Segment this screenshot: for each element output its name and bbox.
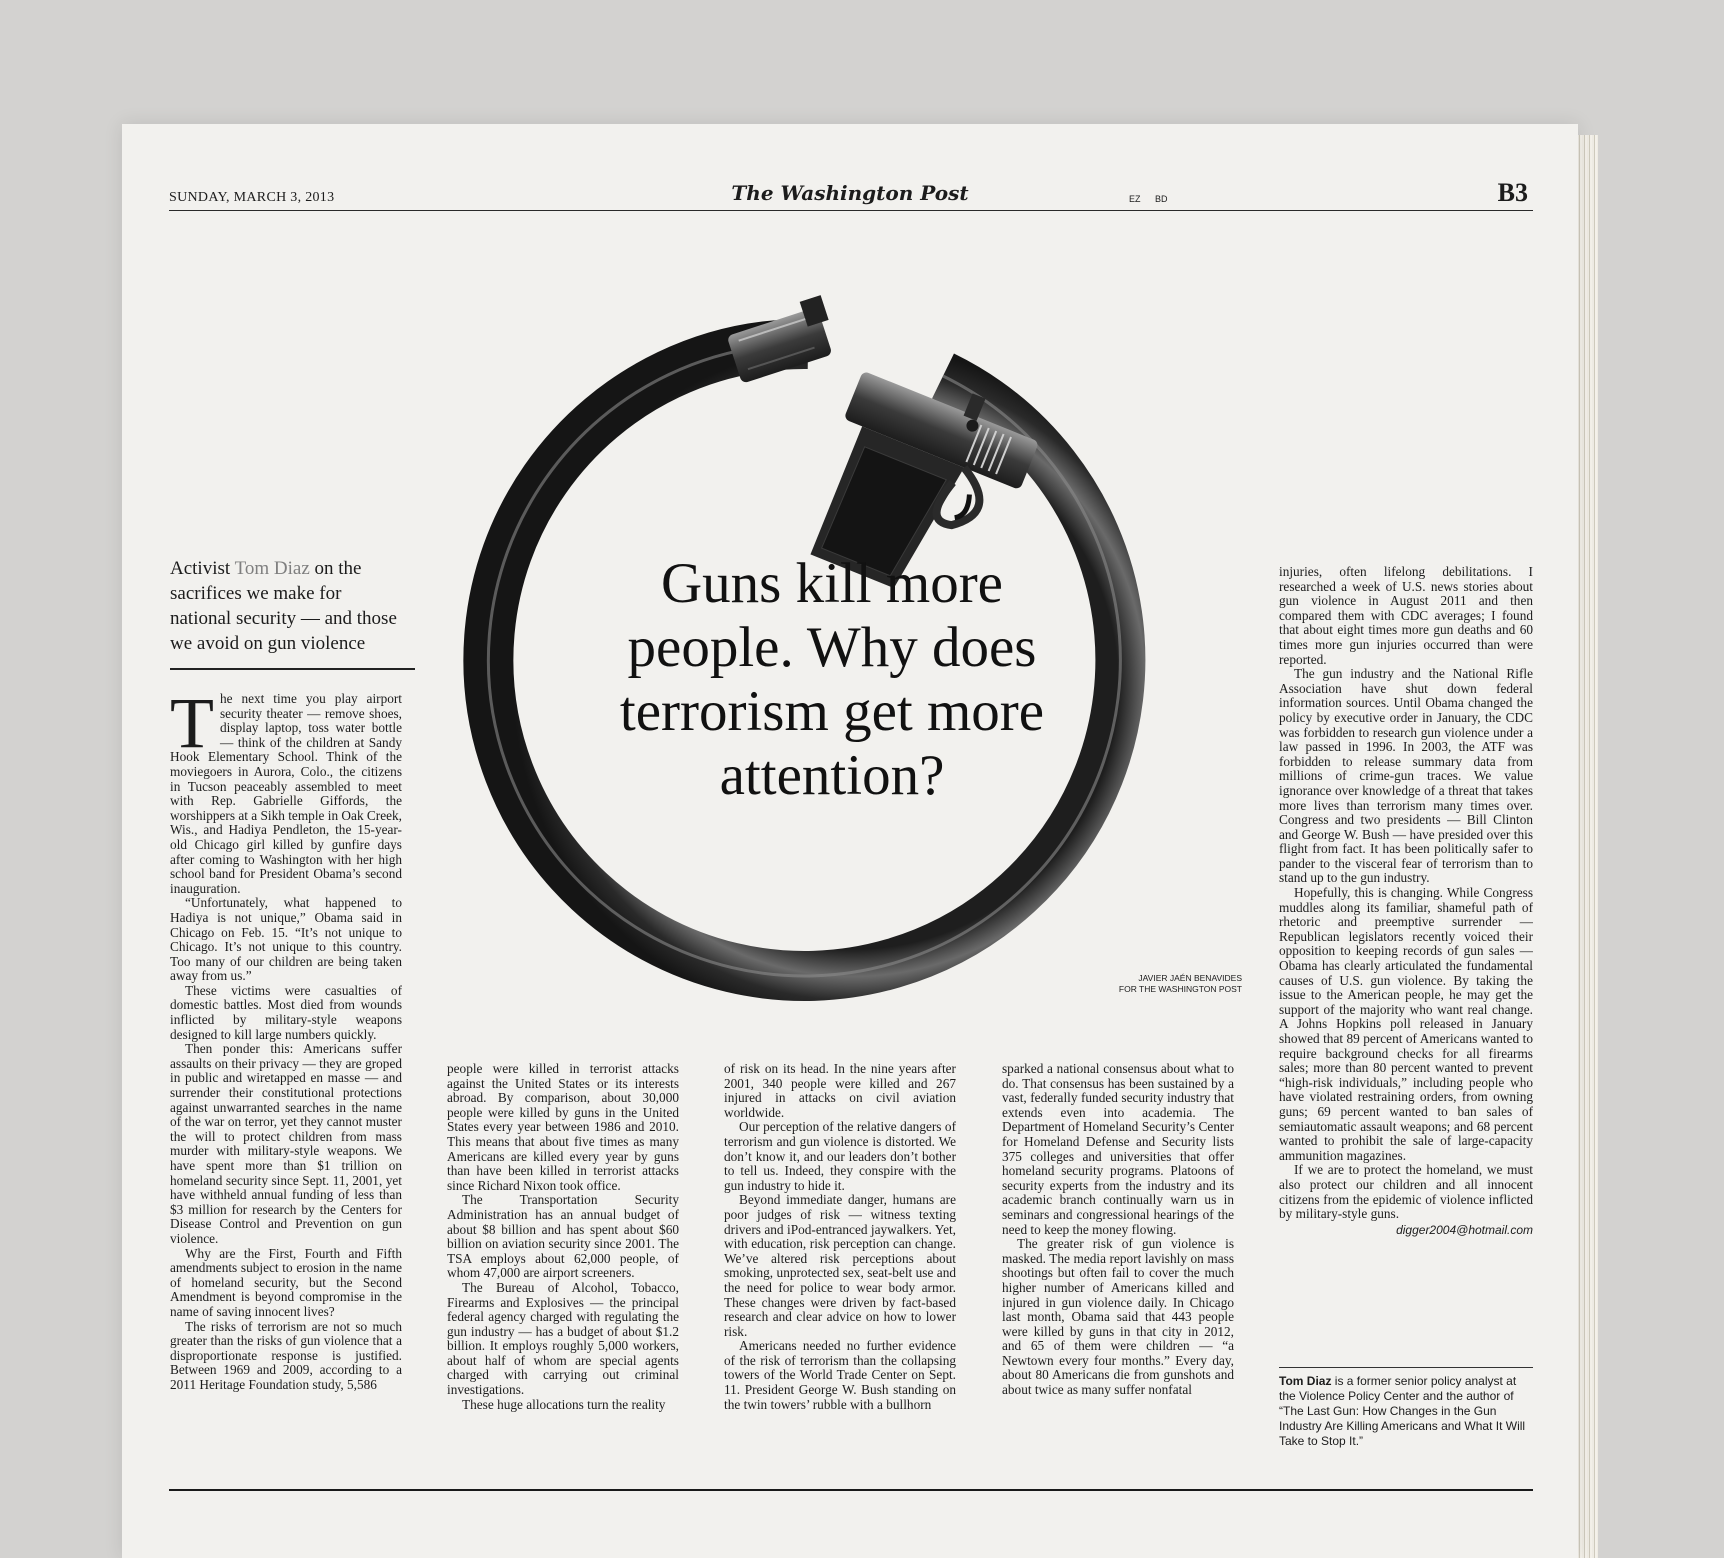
article-paragraph: The risks of terrorism are not so much greater than the risks of gun violence that a disproportionate response is justified. Between 1969 and 2009, according to a 2011 Heritage Foundation study, 5,586 bbox=[170, 1318, 402, 1392]
article-paragraph: Hopefully, this is changing. While Congress muddles along its familiar, shameful path of rhetoric and preemptive surrender — Republican legislators recently voiced their opposition to keeping records of gun sales — Obama has clearly articulated the fundamental causes of U.S. gun violence. By taking the issue to the American people, he may get the support of the majority who want real change. A Johns Hopkins poll released in January showed that 89 percent of Americans wanted to require background checks for all firearms sales; more than 80 percent wanted to prevent “high-risk individuals,” including people who have violated restraining orders, from owning guns; 69 percent wanted to ban sales of semiautomatic assault weapons; and 68 percent wanted to prohibit the sale of large-capacity ammunition magazines. bbox=[1279, 885, 1533, 1163]
article-column-3 bbox=[724, 1062, 956, 1474]
article-paragraph: “Unfortunately, what happened to Hadiya is not unique,” Obama said in Chicago on Feb. 15. “It’s not unique to Chicago. It’s not unique to this country. Too many of our children are being taken away from us.” bbox=[170, 895, 402, 984]
article-paragraph: These huge allocations turn the reality bbox=[462, 1396, 666, 1412]
article-paragraph: The next time you play airport security theater — remove shoes, display laptop, toss water bottle — think of the children at Sandy Hook Elementary School. Think of the moviegoers in Aurora, Colo., the citizens in Tucson peaceably assembled to meet with Rep. Gabrielle Giffords, the worshippers at a Sikh temple in Oak Creek, Wis., and Hadiya Pendleton, the 15-year-old Chicago girl killed by gunfire days after coming to Washington with her high school band for President Obama’s second inauguration. bbox=[170, 692, 402, 896]
deck-rule bbox=[170, 668, 415, 670]
article-paragraph: Why are the First, Fourth and Fifth amendments subject to erosion in the name of homeland security, but the Second Amendment is beyond compromise in the name of saving innocent lives? bbox=[170, 1245, 402, 1319]
article-paragraph: Beyond immediate danger, humans are poor judges of risk — witness texting drivers and iPod-entranced jaywalkers. Yet, with education, risk perception can change. We’ve altered risk perceptions about smoking, unprotected sex, seat-belt use and the need for police to wear body armor. These changes were driven by fact-based research and clear advice on how to lower risk. bbox=[724, 1192, 956, 1339]
masthead: The Washington Post bbox=[731, 181, 969, 205]
article-paragraph: of risk on its head. In the nine years after 2001, 340 people were killed and 267 injured in attacks on civil aviation worldwide. bbox=[724, 1062, 956, 1120]
author-bio: Tom Diaz is a former senior policy analyst at the Violence Policy Center and the author of “The Last Gun: How Changes in the Gun Industry Are Killing Americans and What It Will Take to Stop It.” bbox=[1279, 1374, 1526, 1448]
bio-rule bbox=[1279, 1367, 1533, 1368]
deck: Activist Tom Diaz on the sacrifices we make for national security — and those we avoid on gun violence bbox=[170, 558, 397, 654]
drop-cap: T bbox=[170, 692, 214, 763]
author-name: Tom Diaz bbox=[234, 558, 310, 579]
edition-code: EZ bbox=[1129, 194, 1141, 204]
bio-author-name: Tom Diaz bbox=[1279, 1374, 1332, 1388]
article-column-4 bbox=[1002, 1062, 1234, 1474]
article-paragraph: The Transportation Security Administration has an annual budget of about $8 billion and has spent about $60 billion on aviation security since 2001. The TSA employs about 62,000 people, of whom 47,000 are airport screeners. bbox=[447, 1192, 679, 1281]
article-paragraph: people were killed in terrorist attacks against the United States or its interests abroad. By comparison, about 30,000 people were killed by guns in the United States every year between 1986 and 2010. This means that about five times as many Americans are killed every year by guns than have been killed in terrorist attacks since Richard Nixon took office. bbox=[447, 1062, 679, 1193]
edition-code: BD bbox=[1155, 194, 1168, 204]
headline: Guns kill more people. Why does terrorism get more attention? bbox=[619, 552, 1045, 807]
photo-credit: JAVIER JAÉN BENAVIDES FOR THE WASHINGTON POST bbox=[1118, 973, 1242, 994]
newspaper-page bbox=[122, 124, 1578, 1558]
author-email[interactable]: digger2004@hotmail.com bbox=[1396, 1222, 1533, 1237]
article-paragraph: Then ponder this: Americans suffer assaults on their privacy — they are groped in public and wiretapped en masse — and surrender their constitutional protections against unwarranted searches in the name of the war on terror, yet they cannot muster the will to protect children from mass murder with military-style weapons. We have spent more than $1 trillion on homeland security since Sept. 11, 2001, yet have withheld annual funding of less than $3 million for research by the Centers for Disease Control and Prevention on gun violence. bbox=[170, 1041, 402, 1246]
dateline: SUNDAY, MARCH 3, 2013 bbox=[169, 190, 335, 205]
muzzle bbox=[724, 295, 840, 384]
article-column-1 bbox=[170, 692, 402, 1476]
article-paragraph: injuries, often lifelong debilitations. I researched a week of U.S. news stories about gun violence in August 2011 and then compared them with CDC averages; I found that about eight times more gun deaths and 60 times more gun injuries occurred than were reported. bbox=[1279, 565, 1533, 667]
article-paragraph: The gun industry and the National Rifle Association have shut down federal information sources. Until Obama changed the policy by executive order in January, the CDC was forbidden to research gun violence under a law passed in 1996. In 2003, the ATF was forbidden to release summary data from millions of crime-gun traces. We value ignorance over knowledge of a threat that takes more lives than terrorism many times over. Congress and two presidents — Bill Clinton and George W. Bush — have presided over this flight from fact. It has been politically safer to pander to the visceral fear of terrorism than to stand up to the gun industry. bbox=[1279, 666, 1533, 886]
footer-rule bbox=[169, 1489, 1533, 1491]
article-paragraph: The greater risk of gun violence is masked. The media report lavishly on mass shootings but often fail to cover the much higher number of Americans killed and injured in gun violence daily. In Chicago last month, Obama said that 443 people were killed by guns in that city in 2012, and 65 of them were children — “a Newtown every four months.” Every day, about 80 Americans die from gunshots and about twice as many suffer nonfatal bbox=[1002, 1236, 1234, 1398]
article-paragraph: Americans needed no further evidence of the risk of terrorism than the collapsing towers of the World Trade Center on Sept. 11. President George W. Bush standing on the twin towers’ rubble with a bullhorn bbox=[724, 1338, 956, 1412]
article-paragraph: If we are to protect the homeland, we must also protect our children and all innocent citizens from the epidemic of violence inflicted by military-style guns. bbox=[1279, 1162, 1533, 1222]
page-number: B3 bbox=[1497, 178, 1528, 207]
article-column-5 bbox=[1279, 565, 1533, 1359]
header-rule bbox=[169, 210, 1533, 211]
article-column-2 bbox=[447, 1062, 679, 1474]
article-paragraph: Our perception of the relative dangers of terrorism and gun violence is distorted. We don’t know it, and our leaders don’t bother to tell us. Indeed, they conspire with the gun industry to hide it. bbox=[724, 1119, 956, 1193]
article-paragraph: The Bureau of Alcohol, Tobacco, Firearms and Explosives — the principal federal agency charged with regulating the gun industry — has a budget of about $1.2 billion. It employs roughly 5,000 workers, about half of whom are special agents charged with carrying out criminal investigations. bbox=[447, 1279, 679, 1398]
article-paragraph: These victims were casualties of domestic battles. Most died from wounds inflicted by military-style weapons designed to kill large numbers quickly. bbox=[170, 982, 402, 1042]
article-paragraph: sparked a national consensus about what to do. That consensus has been sustained by a vast, federally funded security industry that extends even into academia. The Department of Homeland Security’s Center for Homeland Defense and Security lists 375 colleges and universities that offer homeland security programs. Platoons of security experts from the industry and its academic branch continually warn us in seminars and congressional hearings of the need to keep the money flowing. bbox=[1002, 1062, 1234, 1237]
